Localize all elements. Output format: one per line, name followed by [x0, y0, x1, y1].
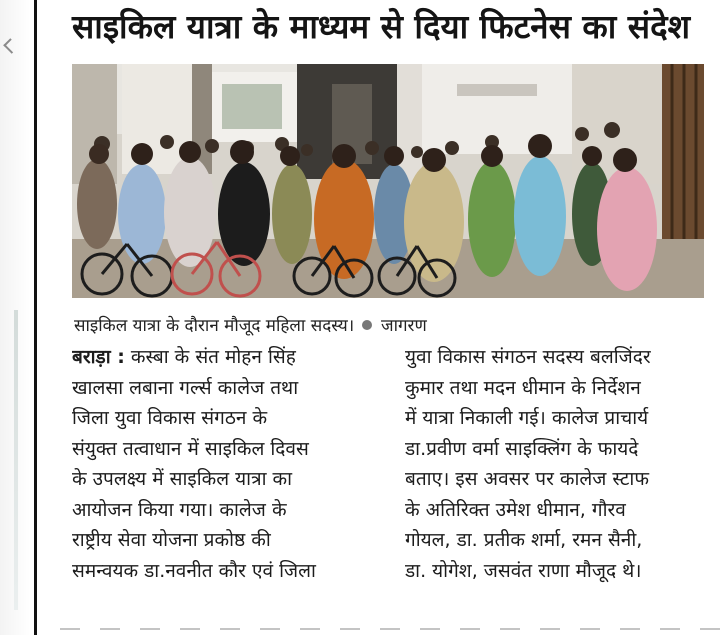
body-line: के अतिरिक्त उमेश धीमान, गौरव: [405, 498, 626, 521]
body-line: समन्वयक डा.नवनीत कौर एवं जिला: [72, 559, 316, 582]
article-column-right: [405, 342, 713, 586]
caption-text: साइकिल यात्रा के दौरान मौजूद महिला सदस्य।: [74, 316, 355, 336]
dateline: बराड़ा :: [72, 346, 125, 368]
body-text: कस्बा के संत मोहन सिंह: [130, 346, 296, 368]
body-line: युवा विकास संगठन सदस्य बलजिंदर: [405, 346, 651, 368]
body-line: कुमार तथा मदन धीमान के निर्देशन: [405, 376, 641, 399]
body-line: गोयल, डा. प्रतीक शर्मा, रमन सैनी,: [405, 529, 643, 551]
article-column-left: [72, 342, 377, 586]
group-with-bicycles-photo: [72, 64, 704, 298]
news-photo: [72, 64, 704, 298]
photo-caption: [74, 314, 704, 338]
margin-tint: [14, 310, 18, 610]
caption-credit: जागरण: [380, 316, 427, 336]
body-line: के उपलक्ष्य में साइकिल यात्रा का: [72, 468, 293, 490]
body-line: आयोजन किया गया। कालेज के: [72, 498, 287, 521]
body-line: जिला युवा विकास संगठन के: [72, 407, 268, 429]
body-line: खालसा लबाना गर्ल्स कालेज तथा: [72, 376, 299, 399]
column-divider: [34, 0, 37, 635]
body-line: राष्ट्रीय सेवा योजना प्रकोष्ठ की: [72, 529, 271, 551]
article-headline: साइकिल यात्रा के माध्यम से दिया फिटनेस का संदेश: [72, 7, 691, 46]
bottom-edge: [60, 628, 720, 630]
body-line: बताए। इस अवसर पर कालेज स्टाफ: [405, 468, 649, 490]
margin-mark: [3, 38, 19, 54]
body-line: डा. योगेश, जसवंत राणा मौजूद थे।: [405, 559, 642, 582]
previous-column-edge: [0, 0, 30, 635]
body-line: डा.प्रवीण वर्मा साइक्लिंग के फायदे: [405, 437, 639, 460]
body-line: [72, 342, 377, 373]
body-line: में यात्रा निकाली गई। कालेज प्राचार्य: [405, 407, 649, 429]
bullet-icon: [362, 320, 372, 330]
body-line: संयुक्त तत्वाधान में साइकिल दिवस: [72, 437, 309, 460]
